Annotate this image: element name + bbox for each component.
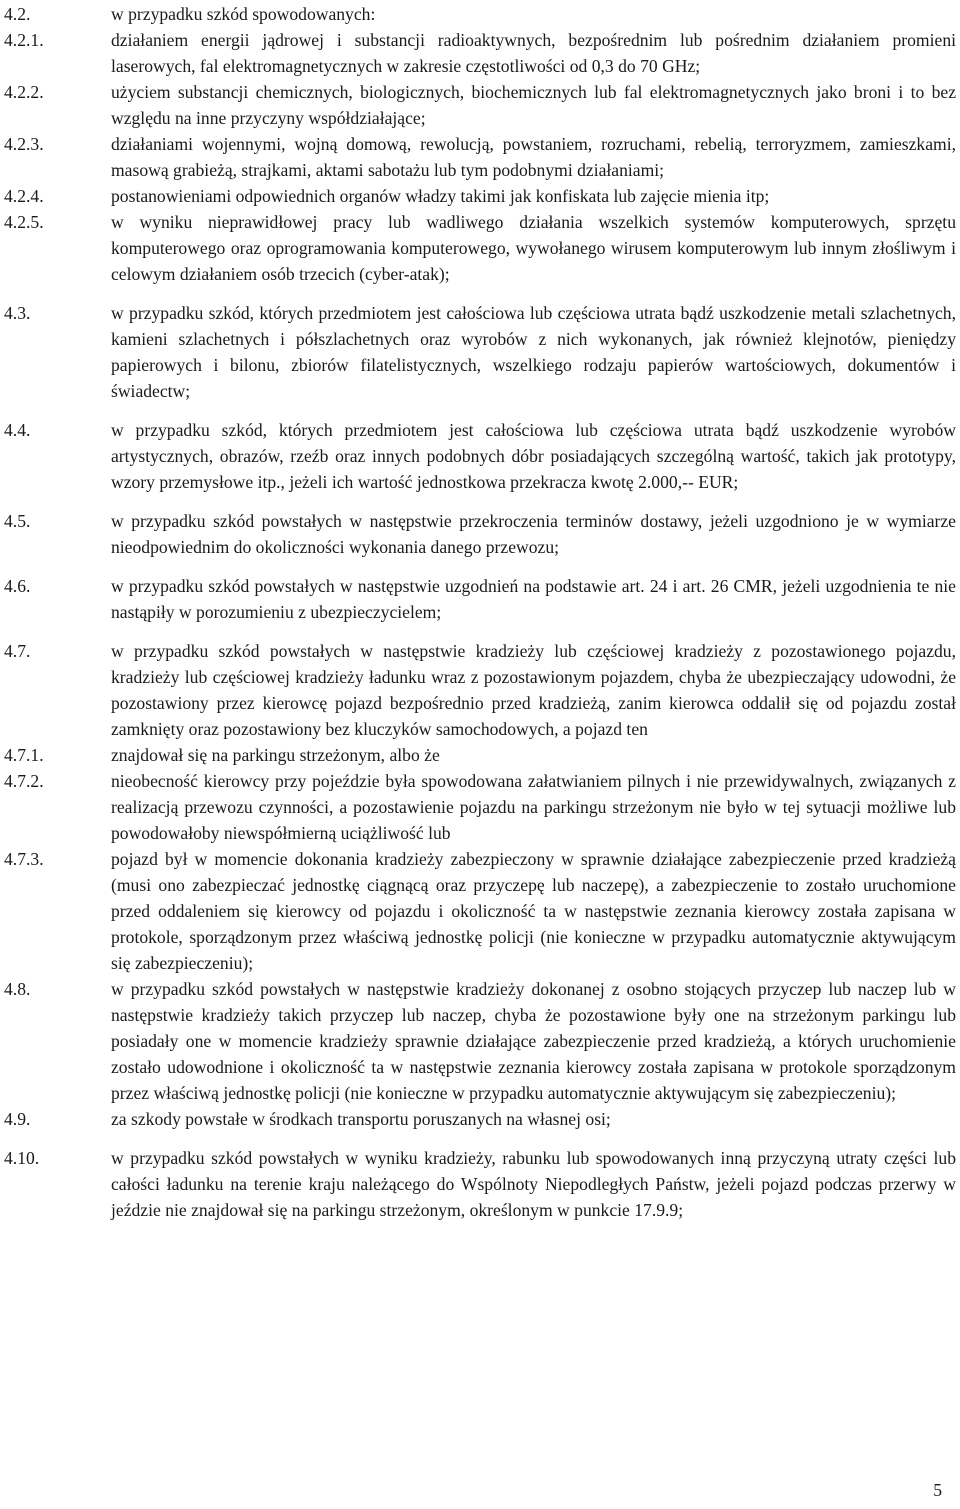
clause-number: 4.4. xyxy=(4,420,31,440)
clause-number: 4.6. xyxy=(4,576,31,596)
clause-number: 4.7.3. xyxy=(4,849,44,869)
clause-text: w przypadku szkód powstałych w następstwie kradzieży lub częściowej kradzieży z pozostawionego pojazdu, kradzieży lub częściowej kradzieży ładunku wraz z pozostawionym pojazdem, chyba że ubezpieczający udowodni, że pozostawiony przez kierowcę pojazd bezpośrednio przed kradzieżą, zanim kierowca oddalił się od pojazdu został zamknięty oraz pozostawiony bez kluczyków samochodowych, a pojazd ten xyxy=(111,641,956,739)
clause-4-3 xyxy=(4,300,956,404)
clause-text: w przypadku szkód powstałych w następstwie uzgodnień na podstawie art. 24 i art. 26 CMR, jeżeli uzgodnienia te nie nastąpiły w porozumieniu z ubezpieczycielem; xyxy=(111,576,956,622)
clause-number: 4.3. xyxy=(4,303,31,323)
clause-4-7-3 xyxy=(4,846,956,976)
clause-4-2-5 xyxy=(4,209,956,287)
clause-4-10 xyxy=(4,1145,956,1223)
clause-4-7 xyxy=(4,638,956,742)
clause-number: 4.2. xyxy=(4,4,31,24)
clause-4-2-2 xyxy=(4,79,956,131)
clause-text: użyciem substancji chemicznych, biologicznych, biochemicznych lub fal elektromagnetycznych jako broni i to bez względu na inne przyczyny współdziałające; xyxy=(111,82,956,128)
clause-4-2-3 xyxy=(4,131,956,183)
clause-text: w przypadku szkód powstałych w wyniku kradzieży, rabunku lub spowodowanych inną przyczyną utraty części lub całości ładunku na terenie kraju należącego do Wspólnoty Niepodległych Państw, jeżeli pojazd podczas przerwy w jeździe nie znajdował się na parkingu strzeżonym, określonym w punkcie 17.9.9; xyxy=(111,1148,956,1220)
clause-4-2-4 xyxy=(4,183,956,209)
clause-number: 4.2.3. xyxy=(4,134,44,154)
clause-text: postanowieniami odpowiednich organów władzy takimi jak konfiskata lub zajęcie mienia itp; xyxy=(111,186,770,206)
clause-4-8 xyxy=(4,976,956,1106)
clause-4-7-1 xyxy=(4,742,956,768)
clause-number: 4.7.1. xyxy=(4,745,44,765)
clause-number: 4.7. xyxy=(4,641,31,661)
clause-text: za szkody powstałe w środkach transportu poruszanych na własnej osi; xyxy=(111,1109,611,1129)
clause-4-5 xyxy=(4,508,956,560)
clause-number: 4.2.2. xyxy=(4,82,44,102)
page-number: 5 xyxy=(933,1480,942,1500)
clause-text: znajdował się na parkingu strzeżonym, albo że xyxy=(111,745,440,765)
clause-number: 4.10. xyxy=(4,1148,40,1168)
clause-list xyxy=(4,1,956,1223)
clause-text: w przypadku szkód, których przedmiotem jest całościowa lub częściowa utrata bądź uszkodzenie metali szlachetnych, kamieni szlachetnych i półszlachetnych oraz wyrobów z nich wykonanych, jak również klejnotów, pieniędzy papierowych i bilonu, zbiorów filatelistycznych, wszelkiego rodzaju papierów wartościowych, dokumentów i świadectw; xyxy=(111,303,956,401)
clause-number: 4.2.4. xyxy=(4,186,44,206)
clause-text: w przypadku szkód, których przedmiotem jest całościowa lub częściowa utrata bądź uszkodzenie wyrobów artystycznych, obrazów, rzeźb oraz innych podobnych dóbr posiadających szczególną wartość, takich jak prototypy, wzory przemysłowe itp., jeżeli ich wartość jednostkowa przekracza kwotę 2.000,-- EUR; xyxy=(111,420,956,492)
clause-text: pojazd był w momencie dokonania kradzieży zabezpieczony w sprawnie działające zabezpieczenie przed kradzieżą (musi ono zabezpieczać jednostkę ciągnącą oraz przyczepę lub naczepę), a zabezpieczenie to zostało uruchomione przed oddaleniem się kierowcy od pojazdu i okoliczność ta w następstwie zeznania kierowcy została zapisana w protokole, sporządzonym przez właściwą jednostkę policji (nie konieczne w przypadku automatycznie aktywującym się zabezpieczeniu); xyxy=(111,849,956,973)
clause-number: 4.8. xyxy=(4,979,31,999)
clause-number: 4.9. xyxy=(4,1109,31,1129)
clause-text: w przypadku szkód powstałych w następstwie przekroczenia terminów dostawy, jeżeli uzgodniono je w wymiarze nieodpowiednim do okoliczności wykonania danego przewozu; xyxy=(111,511,956,557)
clause-4-2-1 xyxy=(4,27,956,79)
clause-text: działaniem energii jądrowej i substancji radioaktywnych, bezpośrednim lub pośrednim działaniem promieni laserowych, fal elektromagnetycznych w zakresie częstotliwości od 0,3 do 70 GHz; xyxy=(111,30,956,76)
clause-number: 4.2.5. xyxy=(4,212,44,232)
clause-text: w przypadku szkód spowodowanych: xyxy=(111,4,376,24)
clause-text: nieobecność kierowcy przy pojeździe była spowodowana załatwianiem pilnych i nie przewidywalnych, związanych z realizacją przewozu czynności, a pozostawienie pojazdu na parkingu strzeżonym nie było w tej sytuacji możliwe lub powodowałoby niewspółmierną uciążliwość lub xyxy=(111,771,956,843)
clause-4-2 xyxy=(4,1,956,27)
clause-text: działaniami wojennymi, wojną domową, rewolucją, powstaniem, rozruchami, rebelią, terroryzmem, zamieszkami, masową grabieżą, strajkami, aktami sabotażu lub tym podobnymi działaniami; xyxy=(111,134,956,180)
clause-4-6 xyxy=(4,573,956,625)
clause-text: w przypadku szkód powstałych w następstwie kradzieży dokonanej z osobno stojących przyczep lub naczep lub w następstwie kradzieży takich przyczep lub naczep, chyba że pozostawione były one na strzeżonym parkingu lub posiadały one w momencie kradzieży sprawnie działające zabezpieczenie przed kradzieżą, a których uruchomienie zostało udowodnione i okoliczność ta w następstwie zeznania kierowcy została zapisana w protokole sporządzonym przez właściwą jednostkę policji (nie konieczne w przypadku automatycznie aktywującym się zabezpieczeniu); xyxy=(111,979,956,1103)
clause-number: 4.5. xyxy=(4,511,31,531)
clause-4-9 xyxy=(4,1106,956,1132)
clause-number: 4.7.2. xyxy=(4,771,44,791)
clause-4-7-2 xyxy=(4,768,956,846)
clause-number: 4.2.1. xyxy=(4,30,44,50)
clause-4-4 xyxy=(4,417,956,495)
clause-text: w wyniku nieprawidłowej pracy lub wadliwego działania wszelkich systemów komputerowych, sprzętu komputerowego oraz oprogramowania komputerowego, wywołanego wirusem komputerowym lub innym złośliwym i celowym działaniem osób trzecich (cyber-atak); xyxy=(111,212,956,284)
